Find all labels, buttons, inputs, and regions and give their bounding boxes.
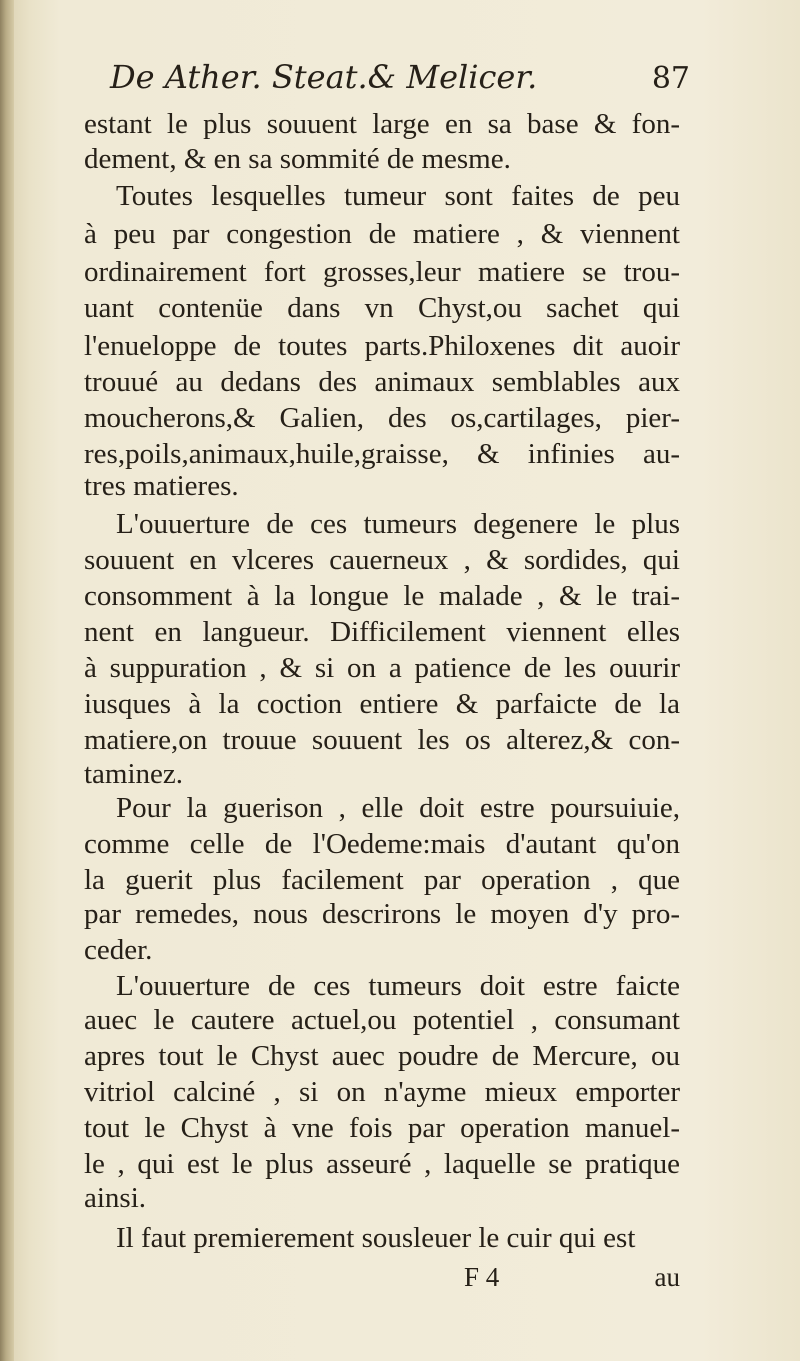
text-line: souuent en vlceres cauerneux , & sordides, qui (84, 544, 680, 576)
text-line: comme celle de l'Oedeme:mais d'autant qu'on (84, 828, 680, 860)
text-line: Il faut premierement sousleuer le cuir qui est (116, 1222, 636, 1254)
book-spine (0, 0, 14, 1361)
text-line: moucherons,& Galien, des os,cartilages, pier- (84, 402, 680, 434)
text-line: uant contenüe dans vn Chyst,ou sachet qui (84, 292, 680, 324)
text-line: consomment à la longue le malade , & le trai- (84, 580, 680, 612)
text-line: matiere,on trouue souuent les os alterez,& con- (84, 724, 680, 756)
text-line: à peu par congestion de matiere , & viennent (84, 218, 680, 250)
text-line: tout le Chyst à vne fois par operation manuel- (84, 1112, 680, 1144)
signature-mark: F 4 (464, 1262, 500, 1292)
text-line: ordinairement fort grosses,leur matiere se trou- (84, 256, 680, 288)
text-line: l'enueloppe de toutes parts.Philoxenes dit auoir (84, 330, 680, 362)
text-line: le , qui est le plus asseuré , laquelle se pratique (84, 1148, 680, 1180)
text-line: iusques à la coction entiere & parfaicte de la (84, 688, 680, 720)
text-line: Toutes lesquelles tumeur sont faites de peu (116, 180, 680, 212)
text-line: nent en langueur. Difficilement viennent elles (84, 616, 680, 648)
text-line: taminez. (84, 758, 184, 790)
text-line: ceder. (84, 934, 153, 966)
text-line: L'ouuerture de ces tumeurs degenere le plus (116, 508, 680, 540)
text-line: Pour la guerison , elle doit estre poursuiuie, (116, 792, 680, 824)
text-line: estant le plus souuent large en sa base & fon- (84, 108, 680, 140)
text-line: apres tout le Chyst auec poudre de Mercure, ou (84, 1040, 680, 1072)
text-line: tres matieres. (84, 470, 239, 502)
text-line: par remedes, nous descrirons le moyen d'y pro- (84, 898, 680, 930)
text-line: trouué au dedans des animaux semblables aux (84, 366, 680, 398)
text-line: vitriol calciné , si on n'ayme mieux emporter (84, 1076, 680, 1108)
text-line: res,poils,animaux,huile,graisse, & infinies au- (84, 438, 680, 470)
text-line: à suppuration , & si on a patience de les ouurir (84, 652, 680, 684)
text-line: la guerit plus facilement par operation , que (84, 864, 680, 896)
running-title: De Ather. Steat.& Melicer. (110, 58, 538, 96)
text-line: dement, & en sa sommité de mesme. (84, 143, 511, 175)
text-line: L'ouuerture de ces tumeurs doit estre faicte (116, 970, 680, 1002)
text-line: ainsi. (84, 1182, 147, 1214)
text-line: auec le cautere actuel,ou potentiel , consumant (84, 1004, 680, 1036)
catchword: au (654, 1262, 680, 1292)
page-number: 87 (651, 61, 690, 96)
running-header (110, 58, 690, 96)
